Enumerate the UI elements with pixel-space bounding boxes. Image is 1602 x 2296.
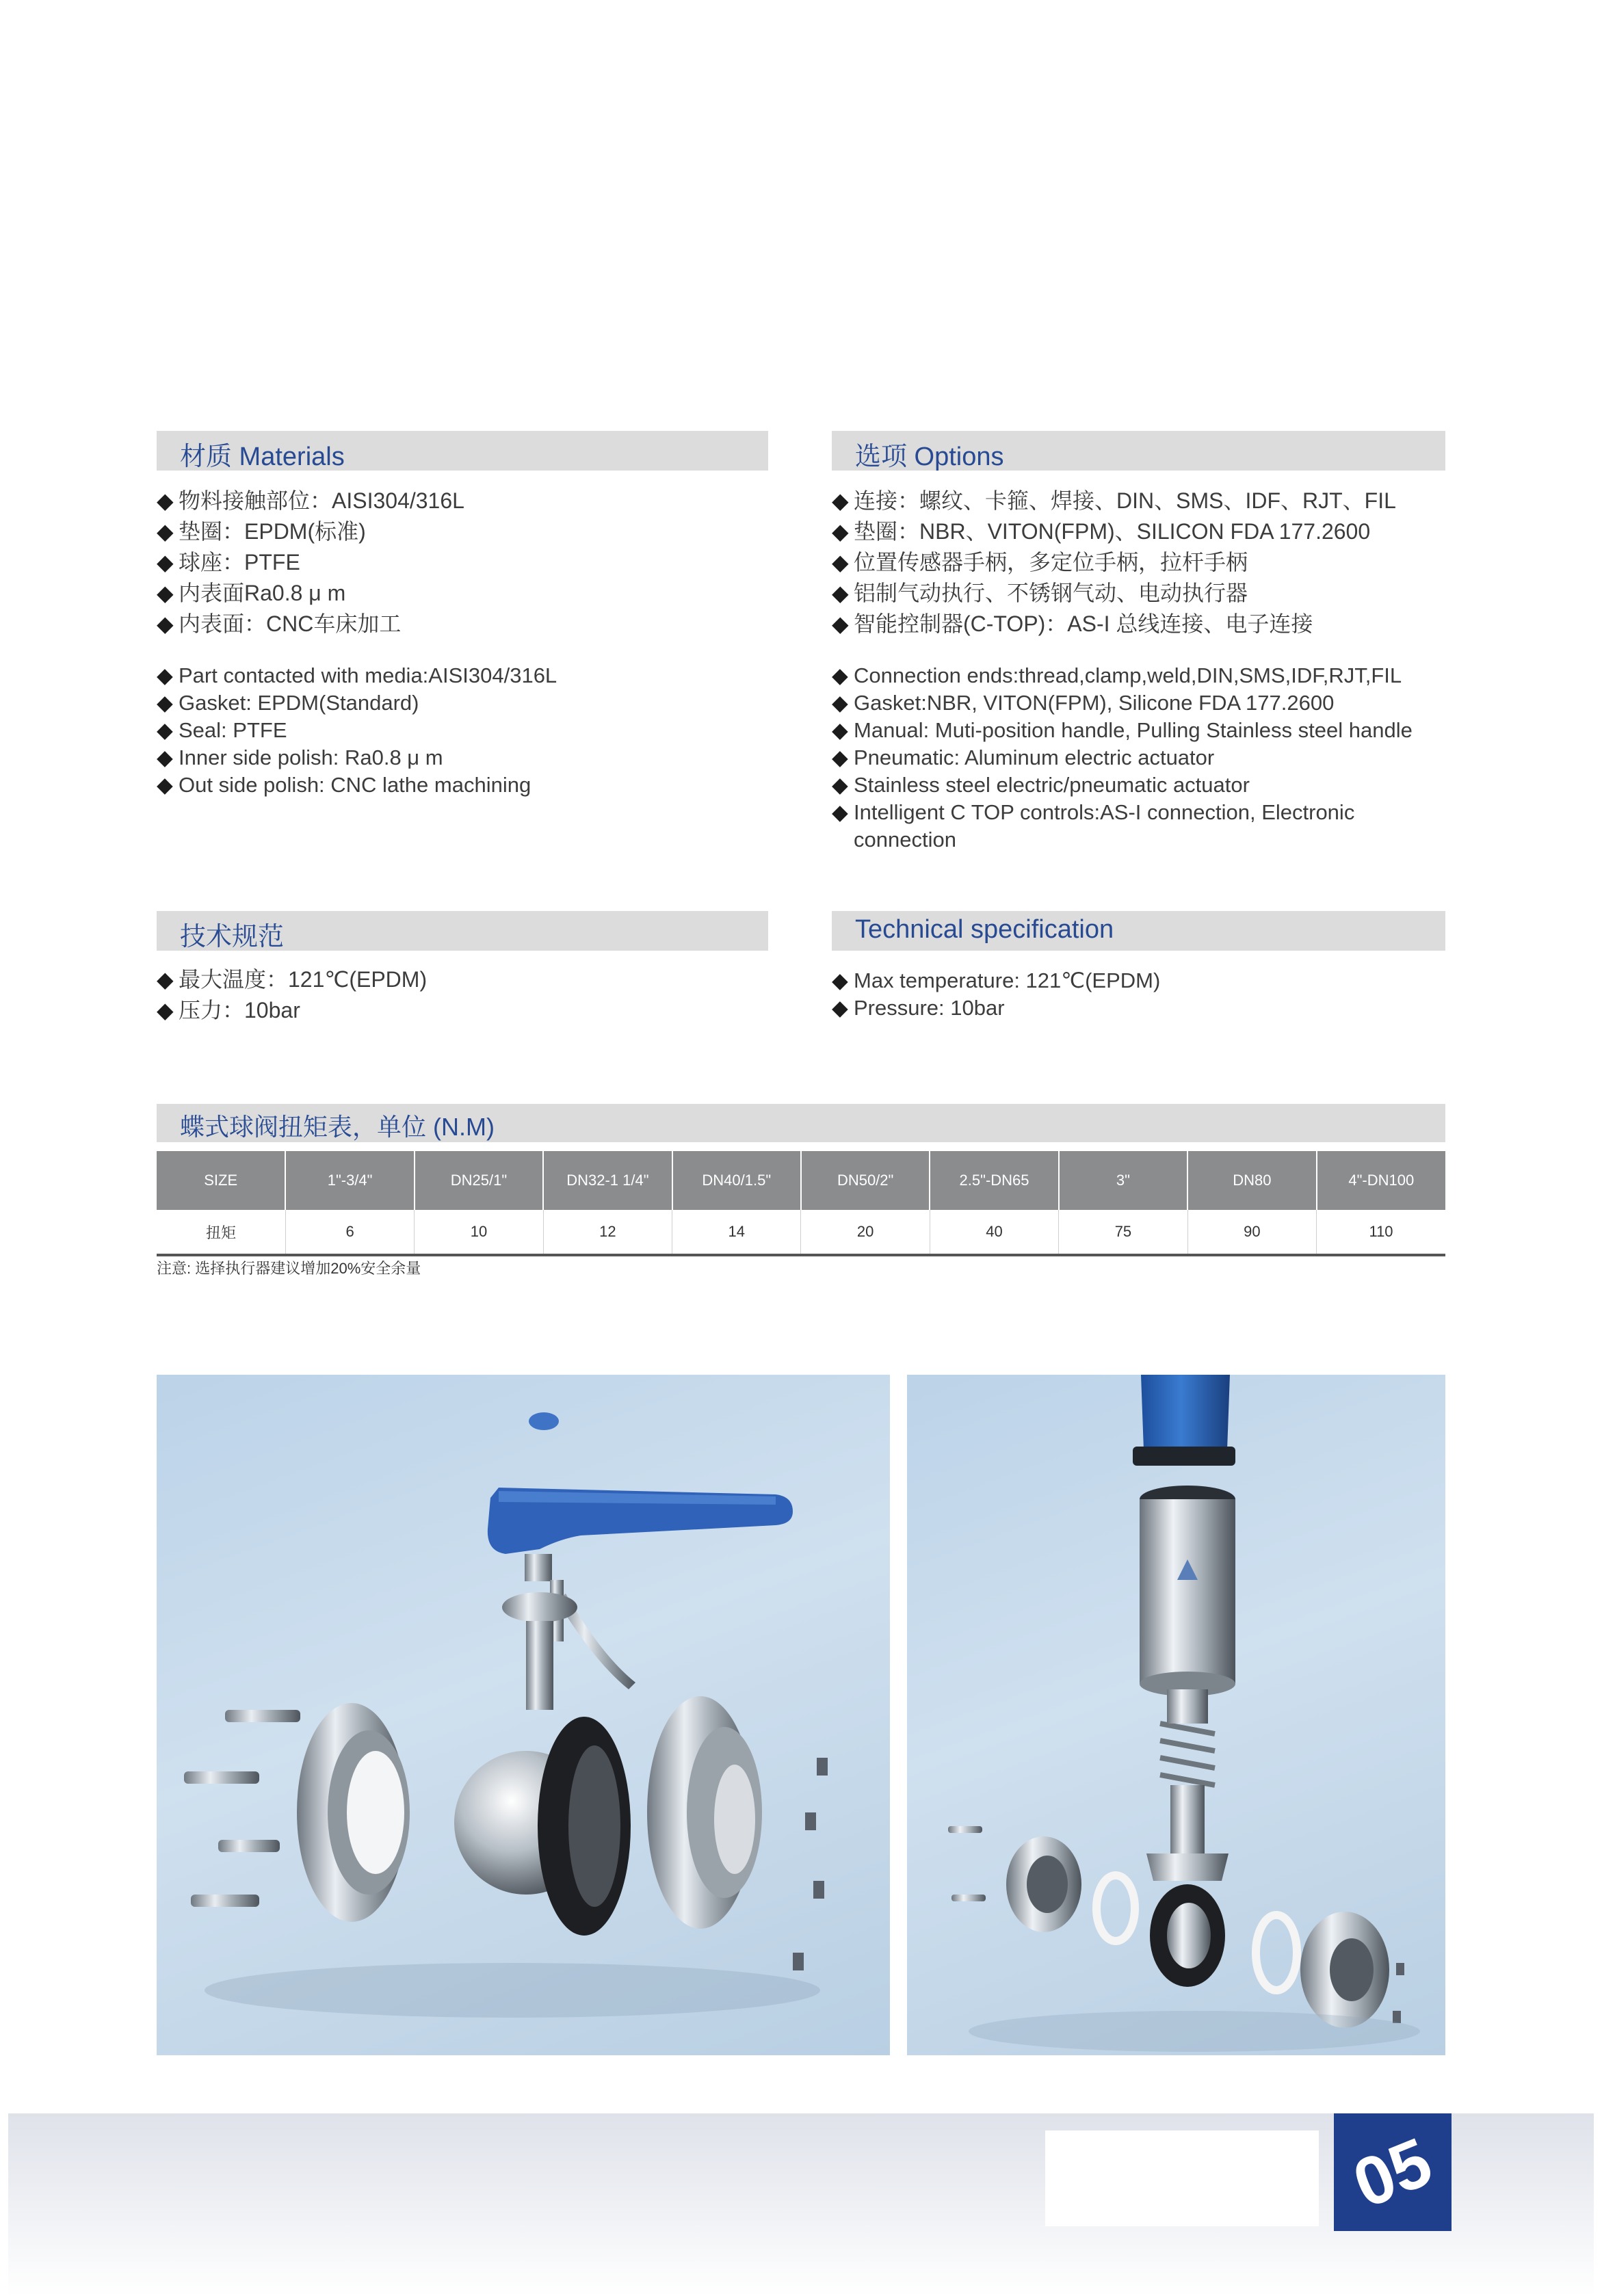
- bullet-icon: ◆: [157, 745, 173, 769]
- list-item: ◆ 内表面：CNC车床加工: [157, 609, 464, 639]
- torque-header-bar: [157, 1104, 1445, 1142]
- list-item: ◆ Stainless steel electric/pneumatic actuator: [832, 771, 1456, 799]
- actuated-valve-exploded-image: [907, 1375, 1445, 2055]
- bullet-icon: ◆: [157, 663, 173, 687]
- manual-valve-exploded-image: [157, 1375, 890, 2055]
- list-item: ◆ 位置传感器手柄，多定位手柄，拉杆手柄: [832, 547, 1396, 578]
- table-header-cell: DN80: [1187, 1151, 1316, 1210]
- list-item: ◆ 物料接触部位：AISI304/316L: [157, 486, 464, 516]
- list-item: ◆ Seal: PTFE: [157, 717, 557, 744]
- list-item: ◆ Intelligent C TOP controls:AS-I connection, Electronic connection: [832, 800, 1355, 852]
- list-item: ◆ 压力：10bar: [157, 995, 427, 1026]
- list-item: ◆ Pneumatic: Aluminum electric actuator: [832, 744, 1456, 771]
- table-cell: 12: [543, 1210, 672, 1255]
- table-header-row: [157, 1151, 1445, 1210]
- bullet-icon: ◆: [157, 581, 174, 605]
- bullet-icon: ◆: [832, 691, 848, 715]
- bullet-icon: ◆: [832, 800, 848, 824]
- list-item: ◆ 最大温度：121℃(EPDM): [157, 964, 427, 995]
- table-header-cell: 4"-DN100: [1317, 1151, 1445, 1210]
- bullet-icon: ◆: [157, 550, 174, 575]
- bullet-icon: ◆: [157, 488, 174, 513]
- list-item: ◆ Gasket:NBR, VITON(FPM), Silicone FDA 177.2600: [832, 689, 1456, 717]
- materials-title: 材质 Materials: [180, 443, 345, 471]
- list-item: ◆ Inner side polish: Ra0.8 μ m: [157, 744, 557, 771]
- list-item: ◆ 垫圈：EPDM(标准): [157, 516, 464, 547]
- table-cell: 6: [285, 1210, 414, 1255]
- materials-header-bar: [157, 431, 768, 471]
- bullet-icon: ◆: [832, 996, 848, 1020]
- list-item: ◆ 智能控制器(C-TOP)：AS-I 总线连接、电子连接: [832, 609, 1396, 639]
- tech-en-header-bar: [832, 911, 1445, 951]
- bullet-icon: ◆: [832, 663, 848, 687]
- table-header-cell: 2.5"-DN65: [930, 1151, 1058, 1210]
- table-cell: 75: [1059, 1210, 1187, 1255]
- table-cell: 10: [415, 1210, 543, 1255]
- bullet-icon: ◆: [832, 745, 848, 769]
- tech-cn-list: [157, 964, 427, 1026]
- footer-white-box: [1045, 2130, 1319, 2226]
- valve-illustration-left: [157, 1375, 890, 2055]
- bullet-icon: ◆: [157, 967, 174, 992]
- table-cell: 扭矩: [157, 1210, 285, 1255]
- list-item: ◆ Manual: Muti-position handle, Pulling Stainless steel handle: [832, 717, 1456, 744]
- table-row: [157, 1210, 1445, 1255]
- table-header-cell: 1"-3/4": [285, 1151, 414, 1210]
- bullet-icon: ◆: [832, 968, 848, 992]
- bullet-icon: ◆: [832, 611, 849, 636]
- table-header-cell: DN25/1": [415, 1151, 543, 1210]
- table-cell: 20: [801, 1210, 930, 1255]
- table-cell: 110: [1317, 1210, 1445, 1255]
- bullet-icon: ◆: [832, 773, 848, 797]
- page-number-badge: [1334, 2113, 1452, 2231]
- bullet-icon: ◆: [157, 691, 173, 715]
- bullet-icon: ◆: [157, 773, 173, 797]
- list-item: ◆ 球座：PTFE: [157, 547, 464, 578]
- bullet-icon: ◆: [832, 488, 849, 513]
- options-header-bar: [832, 431, 1445, 471]
- tech-cn-title: 技术规范: [180, 923, 285, 951]
- torque-note: 注意: 选择执行器建议增加20%安全余量: [157, 1260, 421, 1277]
- table-cell: 90: [1187, 1210, 1316, 1255]
- bullet-icon: ◆: [157, 611, 174, 636]
- materials-en-list: [157, 662, 557, 799]
- tech-en-title: Technical specification: [855, 915, 1114, 944]
- options-title: 选项 Options: [855, 443, 1004, 471]
- table-header-cell: DN50/2": [801, 1151, 930, 1210]
- bullet-icon: ◆: [157, 718, 173, 742]
- table-cell: 40: [930, 1210, 1058, 1255]
- page-number: 05: [1343, 2123, 1443, 2223]
- list-item: ◆ Gasket: EPDM(Standard): [157, 689, 557, 717]
- tech-cn-header-bar: [157, 911, 768, 951]
- bullet-icon: ◆: [832, 581, 849, 605]
- table-cell: 14: [672, 1210, 801, 1255]
- torque-table: [157, 1151, 1445, 1256]
- table-header-cell: DN32-1 1/4": [543, 1151, 672, 1210]
- bullet-icon: ◆: [832, 519, 849, 544]
- bullet-icon: ◆: [157, 998, 174, 1022]
- list-item: ◆ 连接：螺纹、卡箍、焊接、DIN、SMS、IDF、RJT、FIL: [832, 486, 1396, 516]
- valve-illustration-right: [907, 1375, 1445, 2055]
- torque-title: 蝶式球阀扭矩表，单位 (N.M): [180, 1113, 495, 1141]
- list-item: ◆ Max temperature: 121℃(EPDM): [832, 967, 1160, 994]
- options-cn-list: [832, 486, 1396, 639]
- list-item: ◆ Connection ends:thread,clamp,weld,DIN,SMS,IDF,RJT,FIL: [832, 662, 1456, 689]
- table-header-cell: SIZE: [157, 1151, 285, 1210]
- table-header-cell: DN40/1.5": [672, 1151, 801, 1210]
- list-item: ◆ Part contacted with media:AISI304/316L: [157, 662, 557, 689]
- table-header-cell: 3": [1059, 1151, 1187, 1210]
- list-item: ◆ 铝制气动执行、不锈钢气动、电动执行器: [832, 578, 1396, 609]
- list-item: ◆ 内表面Ra0.8 μ m: [157, 578, 464, 609]
- options-en-list: [832, 662, 1456, 854]
- bullet-icon: ◆: [157, 519, 174, 544]
- bullet-icon: ◆: [832, 718, 848, 742]
- tech-en-list: [832, 967, 1160, 1022]
- list-item: ◆ 垫圈：NBR、VITON(FPM)、SILICON FDA 177.2600: [832, 516, 1396, 547]
- materials-cn-list: [157, 486, 464, 639]
- list-item: ◆ Out side polish: CNC lathe machining: [157, 771, 557, 799]
- list-item: ◆ Pressure: 10bar: [832, 994, 1160, 1022]
- bullet-icon: ◆: [832, 550, 849, 575]
